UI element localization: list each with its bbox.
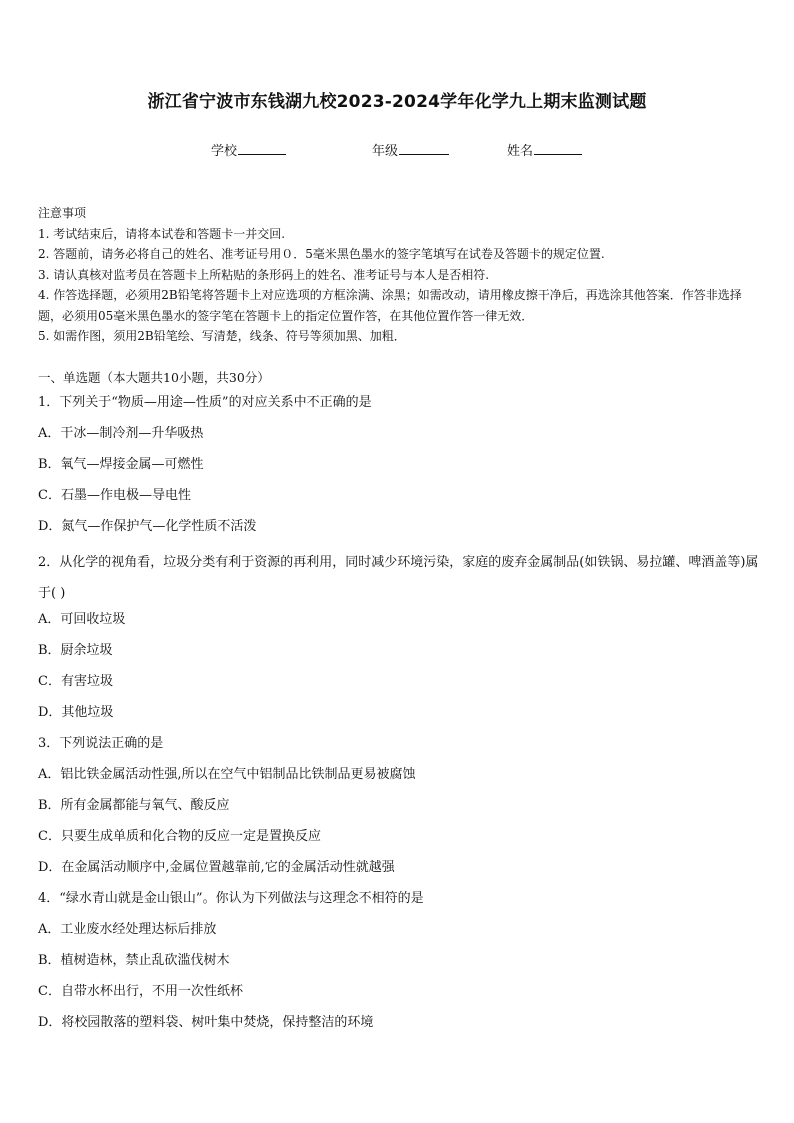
question-stem: 1．下列关于“物质—用途—性质”的对应关系中不正确的是 — [38, 395, 372, 410]
name-field — [507, 140, 582, 159]
section-heading: 一、单选题（本大题共10小题，共30分） — [38, 370, 270, 385]
name-label: 姓名 — [507, 144, 534, 159]
question-stem: 4．“绿水青山就是金山银山”。你认为下列做法与这理念不相符的是 — [38, 891, 424, 906]
school-label: 学校 — [211, 144, 238, 159]
option-d: D．其他垃圾 — [38, 705, 114, 720]
notice-item: 2. 答题前，请务必将自己的姓名、准考证号用０．5毫米黑色墨水的签字笔填写在试卷及答题卡的规定位置. — [38, 247, 605, 261]
question-stem: 2．从化学的视角看，垃圾分类有利于资源的再利用，同时减少环境污染，家庭的废弃金属制品(如铁锅、易拉罐、啤酒盖等)属于( ) — [38, 555, 759, 601]
option-a: A．工业废水经处理达标后排放 — [38, 922, 217, 937]
grade-blank — [399, 141, 449, 155]
notice-item: 3. 请认真核对监考员在答题卡上所粘贴的条形码上的姓名、准考证号与本人是否相符. — [38, 267, 490, 282]
option-c: C．石墨—作电极—导电性 — [38, 488, 191, 503]
option-b: B．植树造林，禁止乱砍滥伐树木 — [38, 953, 230, 968]
notice-item: 4. 作答选择题，必须用2B铅笔将答题卡上对应选项的方框涂满、涂黑；如需改动，请用橡皮擦干净后，再选涂其他答案．作答非选择题，必须用05毫米黑色墨水的签字笔在答题卡上的指定位置作答，在其他位置作答一律无效． — [38, 288, 742, 323]
name-blank — [534, 141, 582, 155]
option-c: C．有害垃圾 — [38, 674, 113, 689]
notice-heading: 注意事项 — [38, 206, 87, 220]
option-a: A．铝比铁金属活动性强,所以在空气中铝制品比铁制品更易被腐蚀 — [38, 767, 416, 782]
option-c: C．只要生成单质和化合物的反应一定是置换反应 — [38, 829, 321, 844]
grade-field — [372, 140, 449, 159]
option-d: D．氮气—作保护气—化学性质不活泼 — [38, 519, 257, 534]
question-list — [38, 392, 760, 1043]
notice-block — [38, 203, 758, 347]
notice-item: 5. 如需作图，须用2B铅笔绘、写清楚，线条、符号等须加黑、加粗． — [38, 329, 406, 343]
question-4 — [38, 888, 760, 1043]
school-field — [211, 140, 286, 159]
question-3 — [38, 733, 760, 888]
question-1 — [38, 392, 760, 547]
option-d: D．将校园散落的塑料袋、树叶集中焚烧，保持整洁的环境 — [38, 1015, 374, 1030]
option-b: B．厨余垃圾 — [38, 643, 113, 658]
option-d: D．在金属活动顺序中,金属位置越靠前,它的金属活动性就越强 — [38, 860, 395, 875]
page-title: 浙江省宁波市东钱湖九校2023-2024学年化学九上期末监测试题 — [147, 92, 647, 112]
school-blank — [238, 141, 286, 155]
question-stem: 3．下列说法正确的是 — [38, 736, 164, 751]
option-b: B．所有金属都能与氧气、酸反应 — [38, 798, 230, 813]
grade-label: 年级 — [372, 144, 399, 159]
option-a: A．干冰—制冷剂—升华吸热 — [38, 426, 204, 441]
option-c: C．自带水杯出行，不用一次性纸杯 — [38, 984, 243, 999]
option-b: B．氧气—焊接金属—可燃性 — [38, 457, 204, 472]
option-a: A．可回收垃圾 — [38, 612, 126, 627]
question-2 — [38, 547, 760, 733]
notice-item: 1. 考试结束后，请将本试卷和答题卡一并交回. — [38, 226, 286, 241]
